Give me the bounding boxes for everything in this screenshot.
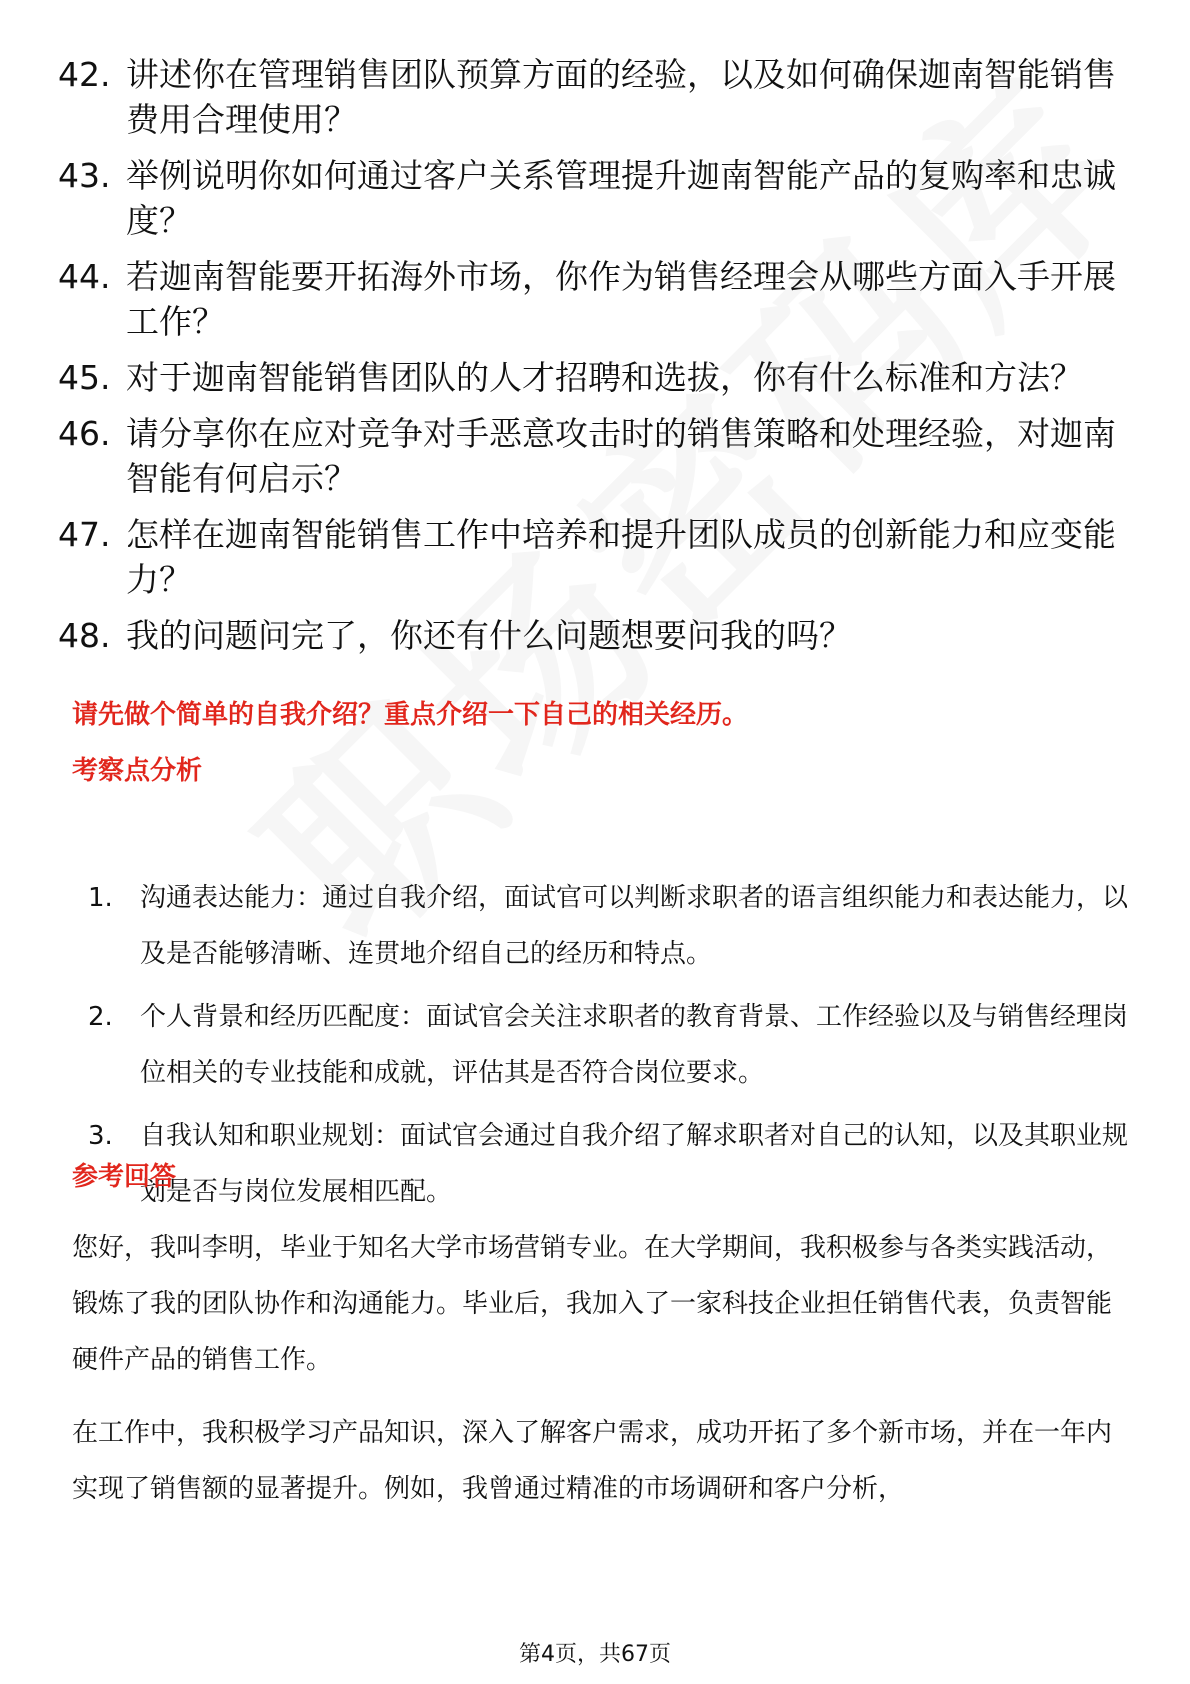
question-number: 45. [58, 358, 111, 397]
question-item [58, 512, 1138, 602]
analysis-item [72, 989, 1132, 1101]
analysis-item [72, 1108, 1132, 1220]
question-item [58, 254, 1138, 344]
question-number: 46. [58, 414, 111, 453]
question-text: 我的问题问完了，你还有什么问题想要问我的吗？ [126, 616, 852, 655]
section-question: 请先做个简单的自我介绍？重点介绍一下自己的相关经历。 [72, 700, 749, 730]
question-text: 举例说明你如何通过客户关系管理提升迦南智能产品的复购率和忠诚度？ [126, 156, 1116, 240]
answer-heading: 参考回答 [72, 1162, 177, 1192]
analysis-heading: 考察点分析 [72, 756, 203, 786]
question-item [58, 153, 1138, 243]
analysis-number: 3. [88, 1121, 113, 1151]
question-text: 请分享你在应对竞争对手恶意攻击时的销售策略和处理经验，对迦南智能有何启示？ [126, 414, 1116, 498]
answer-paragraph: 在工作中，我积极学习产品知识，深入了解客户需求，成功开拓了多个新市场，并在一年内实现了销售额的显著提升。例如，我曾通过精准的市场调研和客户分析， [72, 1418, 1113, 1504]
question-number: 44. [58, 257, 111, 296]
analysis-text: 沟通表达能力：通过自我介绍，面试官可以判断求职者的语言组织能力和表达能力，以及是否能够清晰、连贯地介绍自己的经历和特点。 [140, 883, 1129, 969]
question-number: 42. [58, 55, 111, 94]
question-item [58, 355, 1138, 400]
question-item [58, 411, 1138, 501]
analysis-item [72, 870, 1132, 982]
question-list [58, 52, 1138, 669]
question-item [58, 613, 1138, 658]
page-footer: 第4页，共67页 [519, 1642, 671, 1667]
analysis-text: 个人背景和经历匹配度：面试官会关注求职者的教育背景、工作经验以及与销售经理岗位相关的专业技能和成就，评估其是否符合岗位要求。 [140, 1002, 1129, 1088]
question-text: 讲述你在管理销售团队预算方面的经验，以及如何确保迦南智能销售费用合理使用？ [126, 55, 1116, 139]
question-number: 48. [58, 616, 111, 655]
analysis-text: 自我认知和职业规划：面试官会通过自我介绍了解求职者对自己的认知，以及其职业规划是否与岗位发展相匹配。 [140, 1121, 1129, 1207]
question-number: 43. [58, 156, 111, 195]
question-text: 怎样在迦南智能销售工作中培养和提升团队成员的创新能力和应变能力？ [126, 515, 1116, 599]
analysis-list [72, 870, 1132, 1227]
question-text: 对于迦南智能销售团队的人才招聘和选拔，你有什么标准和方法？ [126, 358, 1083, 397]
question-text: 若迦南智能要开拓海外市场，你作为销售经理会从哪些方面入手开展工作？ [126, 257, 1116, 341]
analysis-number: 2. [88, 1002, 113, 1032]
question-item [58, 52, 1138, 142]
analysis-number: 1. [88, 883, 113, 913]
answer-paragraph: 您好，我叫李明，毕业于知名大学市场营销专业。在大学期间，我积极参与各类实践活动，锻炼了我的团队协作和沟通能力。毕业后，我加入了一家科技企业担任销售代表，负责智能硬件产品的销售工作。 [72, 1233, 1113, 1375]
question-number: 47. [58, 515, 111, 554]
